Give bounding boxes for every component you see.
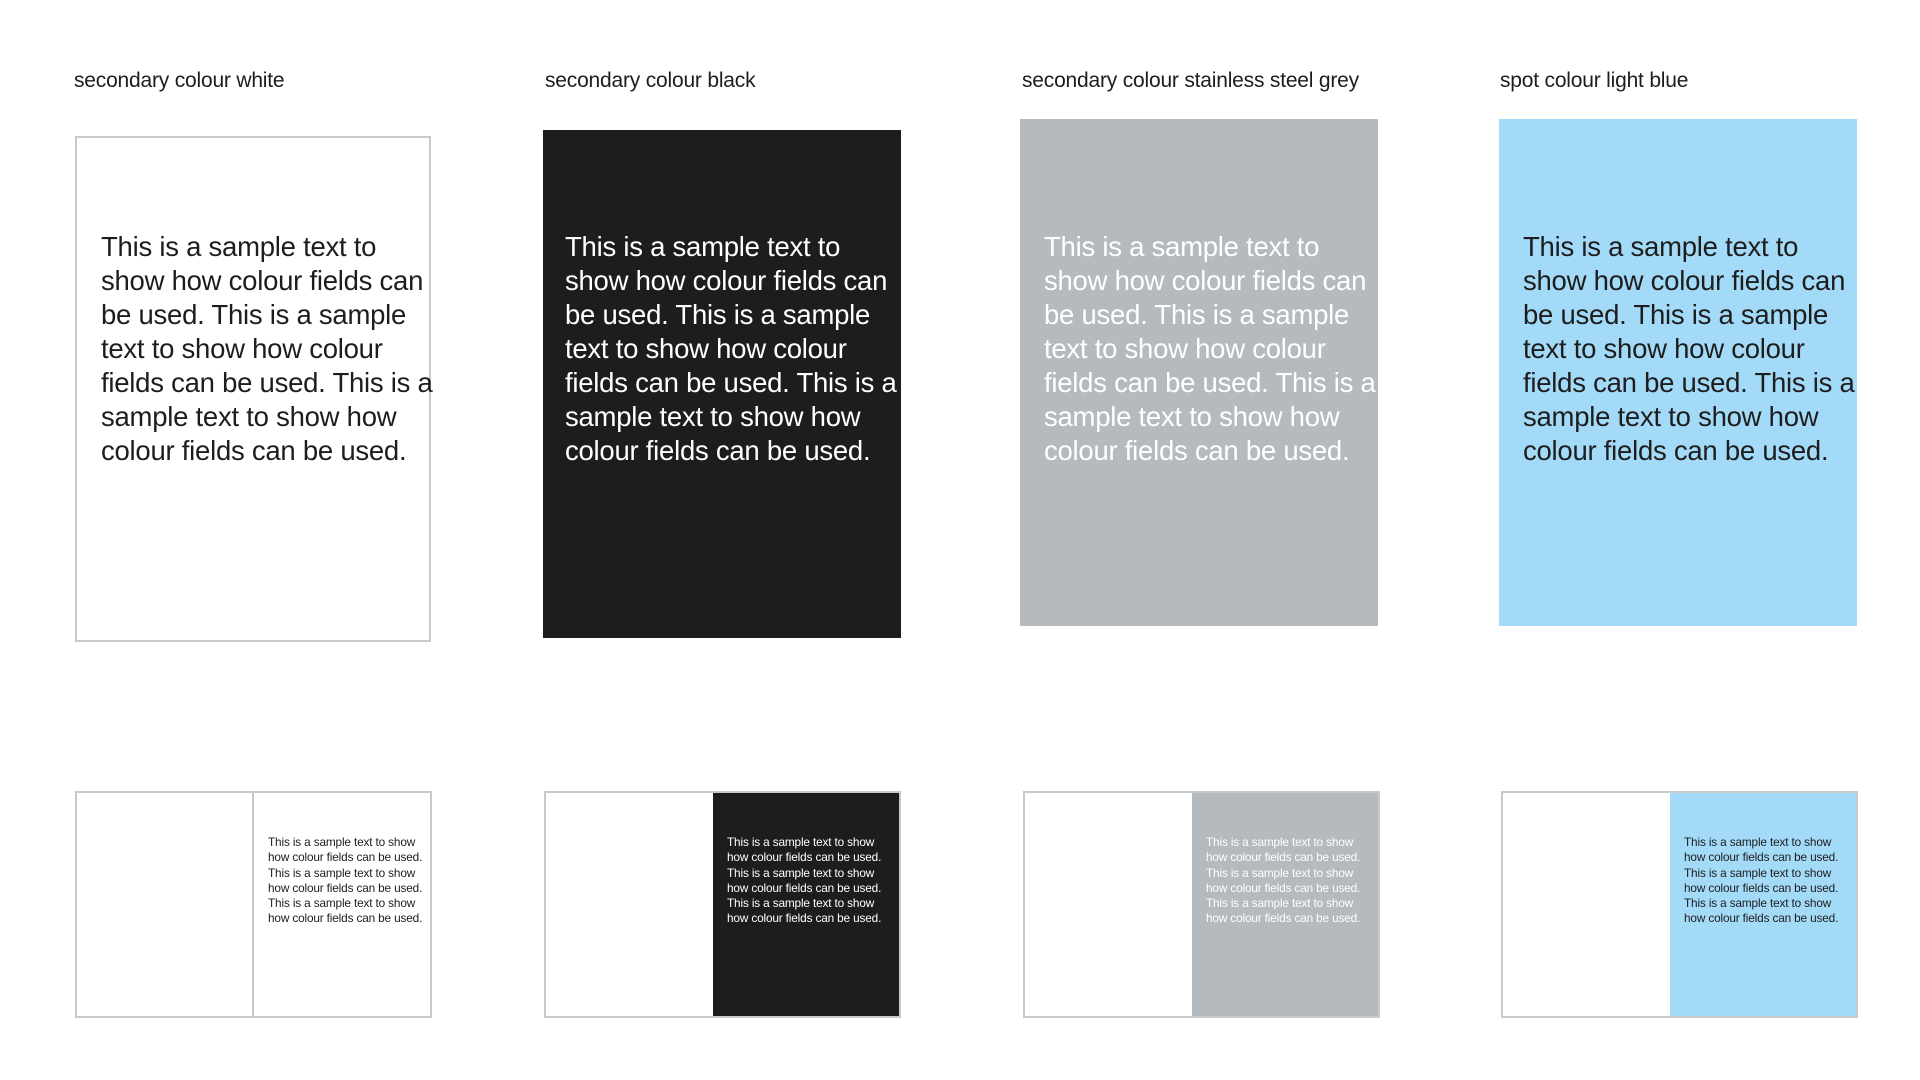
sample-text-small: This is a sample text to show how colour fields can be used. This is a sample text to show how colour fields can be used. This is a sample text to show how colour fields can be used. xyxy=(268,835,423,926)
label-secondary-colour-white: secondary colour white xyxy=(74,69,285,92)
colour-half-white xyxy=(252,793,430,1016)
sample-text: This is a sample text to show how colour fields can be used. This is a sample text to show how colour fields can be used. This is a sample text to show how colour fields can be used. xyxy=(101,231,433,466)
colour-half-black xyxy=(713,793,899,1016)
split-layout-light-blue xyxy=(1501,791,1858,1018)
sample-text: This is a sample text to show how colour fields can be used. This is a sample text to show how colour fields can be used. This is a sample text to show how colour fields can be used. xyxy=(1044,231,1376,466)
sample-text-small: This is a sample text to show how colour fields can be used. This is a sample text to show how colour fields can be used. This is a sample text to show how colour fields can be used. xyxy=(1206,835,1361,926)
label-spot-colour-light-blue: spot colour light blue xyxy=(1500,69,1689,92)
colour-half-light-blue xyxy=(1670,793,1856,1016)
split-layout-white xyxy=(75,791,432,1018)
sample-text-small: This is a sample text to show how colour fields can be used. This is a sample text to show how colour fields can be used. This is a sample text to show how colour fields can be used. xyxy=(1684,835,1839,926)
colour-half-stainless-steel-grey xyxy=(1192,793,1378,1016)
sample-text-small: This is a sample text to show how colour fields can be used. This is a sample text to show how colour fields can be used. This is a sample text to show how colour fields can be used. xyxy=(727,835,882,926)
sample-text: This is a sample text to show how colour fields can be used. This is a sample text to show how colour fields can be used. This is a sample text to show how colour fields can be used. xyxy=(565,231,897,466)
colour-field-black xyxy=(543,130,901,638)
split-layout-stainless-steel-grey xyxy=(1023,791,1380,1018)
colour-field-white xyxy=(75,136,431,642)
sample-text: This is a sample text to show how colour fields can be used. This is a sample text to show how colour fields can be used. This is a sample text to show how colour fields can be used. xyxy=(1523,231,1855,466)
colour-field-light-blue xyxy=(1499,119,1857,626)
split-layout-black xyxy=(544,791,901,1018)
colour-field-stainless-steel-grey xyxy=(1020,119,1378,626)
label-secondary-colour-black: secondary colour black xyxy=(545,69,756,92)
label-secondary-colour-stainless-steel-grey: secondary colour stainless steel grey xyxy=(1022,69,1359,92)
